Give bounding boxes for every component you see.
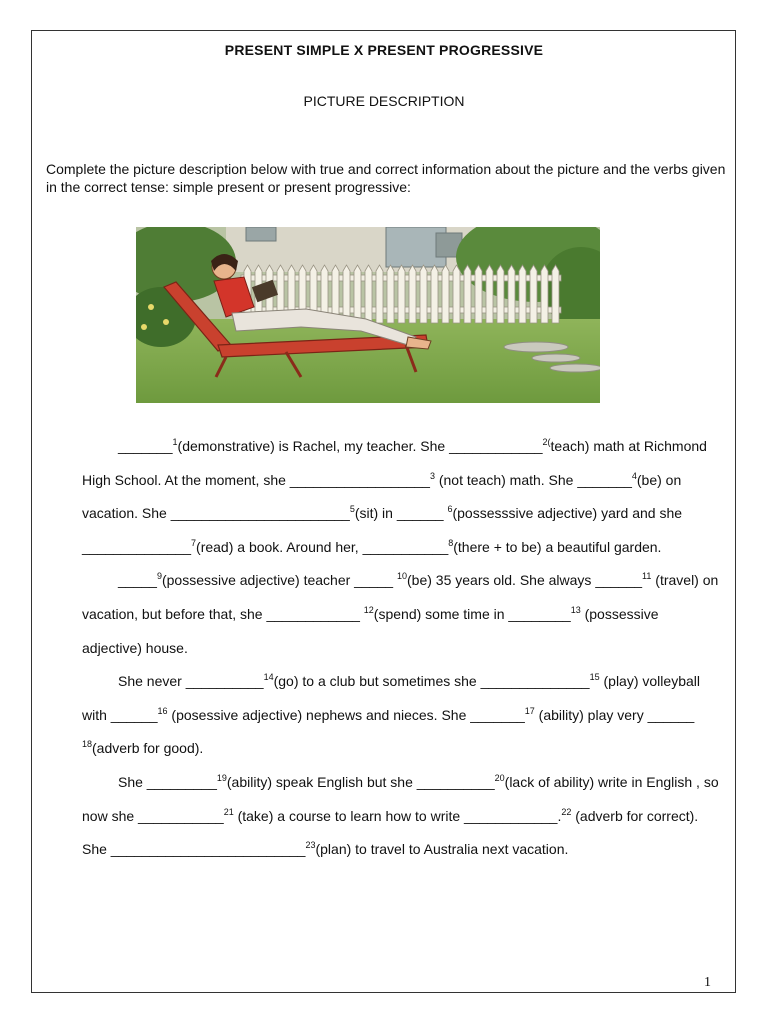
fence-picket xyxy=(442,265,449,323)
item-number: 19 xyxy=(216,772,227,783)
fence-picket xyxy=(475,265,482,323)
exercise-text-segment: teach) math at Richmond High School. At the moment, she __________________ xyxy=(82,438,707,488)
item-number: 21 xyxy=(223,806,234,817)
fence-picket xyxy=(365,265,372,323)
fence-picket xyxy=(541,265,548,323)
fence-picket xyxy=(387,265,394,323)
exercise-text-segment: (ability) speak English but she __________ xyxy=(226,773,495,790)
fence-picket xyxy=(420,265,427,323)
fence-picket xyxy=(343,265,350,323)
item-number: 4 xyxy=(631,470,637,481)
item-number: 7 xyxy=(191,537,197,548)
exercise-text-segment: (take) a course to learn how to write ____________. xyxy=(233,807,562,824)
fence-picket xyxy=(508,265,515,323)
fence-picket xyxy=(453,265,460,323)
item-number: 20 xyxy=(494,772,505,783)
exercise-text-segment: (spend) some time in ________ xyxy=(373,605,571,622)
exercise-text xyxy=(82,430,722,867)
fence-picket xyxy=(552,265,559,323)
exercise-text-segment: (be) on vacation. She _______________________ xyxy=(82,471,682,522)
fence-picket xyxy=(431,265,438,323)
exercise-text-segment: (go) to a club but sometimes she ______________ xyxy=(273,673,590,690)
exercise-text-segment: (demonstrative) is Rachel, my teacher. She ____________ xyxy=(177,438,543,454)
fence-picket xyxy=(409,265,416,323)
blank-9[interactable]: _____ xyxy=(118,572,157,589)
item-number: 2( xyxy=(542,437,551,447)
fence-picket xyxy=(398,265,405,323)
exercise-text-segment: (adverb for correct). She _________________________ xyxy=(82,807,699,858)
exercise-text-segment: (possessive adjective) teacher _____ xyxy=(161,572,397,589)
fence-picket xyxy=(354,265,361,323)
fence-picket xyxy=(464,265,471,323)
item-number: 17 xyxy=(524,705,535,716)
exercise-text-segment: (adverb for good). xyxy=(92,740,204,757)
exercise-text-segment: (lack of ability) write in English , so now she ___________ xyxy=(82,773,719,824)
exercise-text-segment: She _________ xyxy=(118,773,217,790)
exercise-text-segment: (not teach) math. She _______ xyxy=(434,471,632,488)
item-number: 18 xyxy=(82,739,93,750)
fence-picket xyxy=(497,265,504,323)
item-number: 10 xyxy=(396,571,407,582)
fence-picket xyxy=(376,265,383,323)
item-number: 23 xyxy=(305,840,316,851)
exercise-text-segment: (sit) in ______ xyxy=(354,505,448,522)
item-number: 15 xyxy=(589,672,600,683)
exercise-text-segment: (be) 35 years old. She always ______ xyxy=(407,572,643,589)
item-number: 8 xyxy=(448,537,454,548)
item-number: 16 xyxy=(157,705,168,716)
exercise-text-segment: (travel) on vacation, but before that, she ____________ xyxy=(82,572,719,622)
item-number: 14 xyxy=(263,672,274,683)
blank-1[interactable]: _______ xyxy=(118,438,173,454)
worksheet-subtitle: PICTURE DESCRIPTION xyxy=(303,93,465,109)
item-number: 13 xyxy=(570,604,581,615)
paragraph-1 xyxy=(82,430,722,564)
fence-picket xyxy=(530,265,537,323)
paragraph-3 xyxy=(82,665,722,766)
item-number: 5 xyxy=(349,504,355,515)
fence-picket xyxy=(519,265,526,323)
exercise-text-segment: (posessive adjective) nephews and nieces. She _______ xyxy=(167,706,525,723)
exercise-text-segment: (plan) to travel to Australia next vacation. xyxy=(315,841,569,858)
item-number: 9 xyxy=(156,571,162,582)
exercise-text-segment: (ability) play very ______ xyxy=(534,706,695,723)
fence-picket xyxy=(486,265,493,323)
item-number: 12 xyxy=(363,604,374,615)
page-number: 1 xyxy=(704,975,711,990)
paragraph-4 xyxy=(82,766,722,867)
worksheet-title: PRESENT SIMPLE X PRESENT PROGRESSIVE xyxy=(224,42,544,58)
instructions-text: Complete the picture description below with true and correct information about the picture and the verbs given in the correct tense: simple present or present progressive: xyxy=(46,161,726,195)
item-number: 22 xyxy=(561,806,572,817)
item-number: 6 xyxy=(447,504,453,515)
exercise-text-segment: (possessive adjective) house. xyxy=(82,605,659,656)
item-number: 3 xyxy=(429,470,435,481)
item-number: 11 xyxy=(642,571,652,582)
exercise-text-segment: She never __________ xyxy=(118,673,264,690)
item-number: 1 xyxy=(172,437,178,447)
garden-illustration xyxy=(136,227,600,403)
exercise-text-segment: (there + to be) a beautiful garden. xyxy=(453,538,662,555)
exercise-text-segment: (possesssive adjective) yard and she ______________ xyxy=(82,505,683,555)
paragraph-2 xyxy=(82,564,722,665)
exercise-text-segment: (play) volleyball with ______ xyxy=(82,673,700,723)
exercise-text-segment: (read) a book. Around her, ___________ xyxy=(196,538,449,555)
